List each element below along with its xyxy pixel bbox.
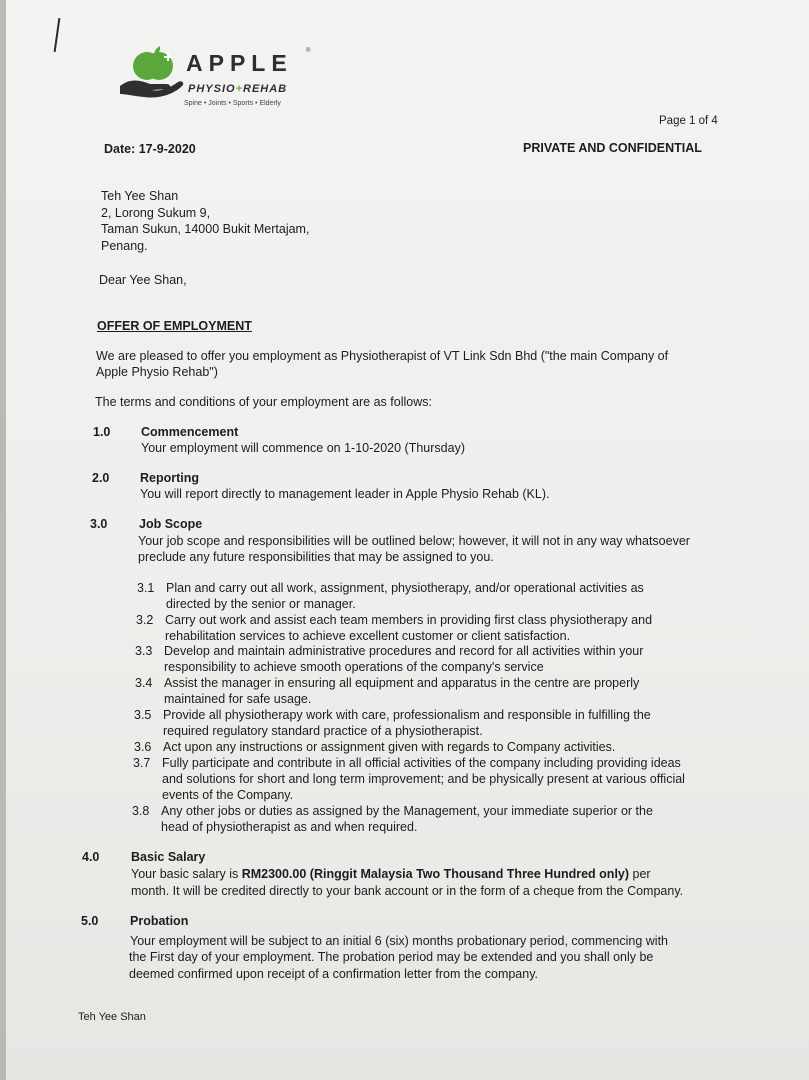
intro-line-1: We are pleased to offer you employment as Physiotherapist of VT Link Sdn Bhd ("the main Company of	[96, 349, 669, 363]
page-edge-shadow	[0, 0, 6, 1080]
logo-sub-left: PHYSIO	[188, 83, 236, 95]
item-3-2-line-2: rehabilitation services to achieve excellent customer or client satisfaction.	[165, 629, 571, 643]
item-3-7-number: 3.7	[133, 756, 151, 770]
section-3-body-1: Your job scope and responsibilities will be outlined below; however, it will not in any way whatsoever	[138, 534, 690, 548]
pen-mark	[54, 18, 61, 52]
section-1-body: Your employment will commence on 1-10-2020 (Thursday)	[141, 441, 465, 455]
intro-line-2: Apple Physio Rehab")	[96, 365, 218, 379]
section-4-title: Basic Salary	[131, 850, 206, 864]
item-3-8-line-2: head of physiotherapist as and when required.	[161, 820, 418, 834]
section-4-body-2: month. It will be credited directly to your bank account or in the form of a cheque from the Company.	[131, 884, 684, 898]
item-3-5-line-2: required regulatory standard practice of a physiotherapist.	[163, 724, 483, 738]
section-3-title: Job Scope	[139, 517, 203, 531]
letter-date: Date: 17-9-2020	[104, 142, 196, 156]
item-3-8-number: 3.8	[132, 804, 150, 818]
section-2-number: 2.0	[92, 471, 110, 485]
section-4-number: 4.0	[82, 850, 100, 864]
page-number: Page 1 of 4	[659, 115, 718, 127]
item-3-2-line-1: Carry out work and assist each team members in providing first class physiotherapy and	[165, 613, 653, 627]
subject-heading: OFFER OF EMPLOYMENT	[97, 319, 252, 333]
section-5-body-1: Your employment will be subject to an initial 6 (six) months probationary period, commencing with	[130, 934, 668, 948]
section-5-title: Probation	[130, 914, 189, 928]
section-3-body-2: preclude any future responsibilities that may be assigned to you.	[138, 550, 494, 564]
item-3-7-line-2: and solutions for short and long term improvement; and be physically present at various official	[162, 772, 685, 786]
address-line-3: Penang.	[101, 239, 148, 253]
logo-brand: APPLE	[186, 50, 293, 76]
section-4-body-1	[131, 866, 651, 882]
item-3-6-line-1: Act upon any instructions or assignment given with regards to Company activities.	[163, 740, 616, 754]
item-3-4-line-2: maintained for safe usage.	[164, 692, 312, 706]
logo-subtitle	[188, 83, 287, 95]
logo-sub-right: REHAB	[243, 83, 288, 95]
salary-text-pre: Your basic salary is	[131, 867, 242, 881]
address-line-2: Taman Sukun, 14000 Bukit Mertajam,	[101, 222, 310, 236]
item-3-3-line-2: responsibility to achieve smooth operations of the company's service	[164, 660, 544, 674]
section-1-title: Commencement	[141, 425, 239, 439]
item-3-2-number: 3.2	[136, 613, 154, 627]
section-2-title: Reporting	[140, 471, 200, 485]
item-3-1-number: 3.1	[137, 581, 155, 595]
item-3-6-number: 3.6	[134, 740, 152, 754]
section-2-body: You will report directly to management leader in Apple Physio Rehab (KL).	[140, 487, 550, 501]
section-3-number: 3.0	[90, 517, 108, 531]
section-5-body-2: the First day of your employment. The probation period may be extended and you shall only be	[129, 950, 654, 964]
item-3-8-line-1: Any other jobs or duties as assigned by the Management, your immediate superior or the	[161, 804, 653, 818]
logo-plus: +	[235, 83, 244, 95]
logo-tagline: Spine • Joints • Sports • Elderly	[184, 100, 281, 107]
item-3-5-number: 3.5	[134, 708, 152, 722]
item-3-4-number: 3.4	[135, 676, 153, 690]
item-3-3-number: 3.3	[135, 644, 153, 658]
item-3-4-line-1: Assist the manager in ensuring all equipment and apparatus in the centre are properly	[164, 676, 640, 690]
section-5-number: 5.0	[81, 914, 99, 928]
terms-intro: The terms and conditions of your employment are as follows:	[95, 395, 432, 409]
item-3-3-line-1: Develop and maintain administrative procedures and record for all activities within your	[164, 644, 644, 658]
salary-amount: RM2300.00 (Ringgit Malaysia Two Thousand Three Hundred only)	[241, 867, 630, 881]
footer-initials: Teh Yee Shan	[78, 1011, 146, 1023]
company-logo	[116, 42, 316, 114]
address-line-1: 2, Lorong Sukum 9,	[101, 206, 211, 220]
apple-hand-icon	[116, 42, 186, 102]
recipient-name: Teh Yee Shan	[101, 189, 179, 203]
confidential-label: PRIVATE AND CONFIDENTIAL	[523, 141, 702, 155]
section-1-number: 1.0	[93, 425, 111, 439]
item-3-1-line-2: directed by the senior or manager.	[166, 597, 356, 611]
salutation: Dear Yee Shan,	[99, 273, 187, 287]
salary-text-post: per	[629, 867, 651, 881]
item-3-5-line-1: Provide all physiotherapy work with care, professionalism and responsible in fulfilling the	[163, 708, 651, 722]
item-3-7-line-1: Fully participate and contribute in all official activities of the company including providing ideas	[162, 756, 681, 770]
item-3-1-line-1: Plan and carry out all work, assignment, physiotherapy, and/or operational activities as	[166, 581, 644, 595]
registered-mark: ®	[306, 48, 311, 54]
section-5-body-3: deemed confirmed upon receipt of a confirmation letter from the company.	[129, 967, 539, 981]
item-3-7-line-3: events of the Company.	[162, 788, 294, 802]
